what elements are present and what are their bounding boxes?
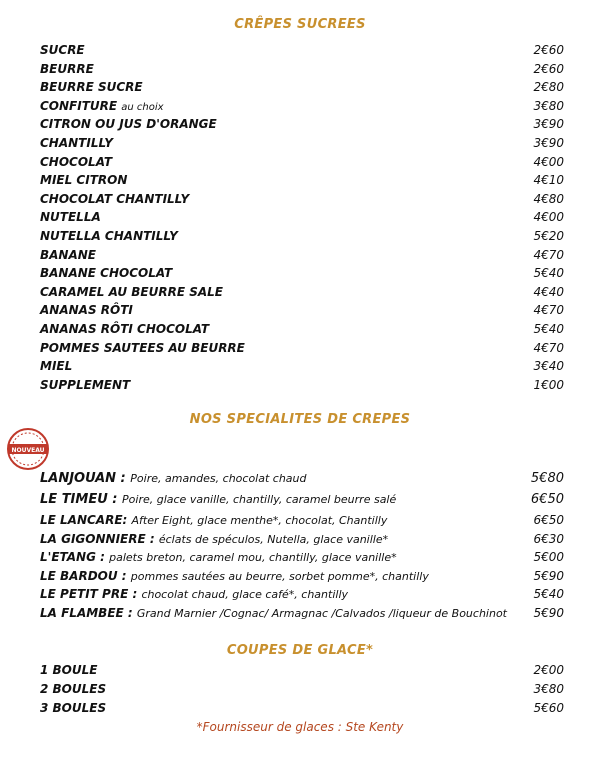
menu-item-price: 5€60	[533, 701, 564, 715]
menu-item	[40, 301, 564, 319]
section-title-specialites: NOS SPECIALITES DE CREPES	[189, 412, 411, 427]
menu-item-name: CHOCOLAT CHANTILLY	[40, 191, 190, 206]
menu-item	[40, 264, 564, 282]
menu-item-price: 5€40	[533, 322, 564, 336]
menu-item-name: 2 BOULES	[40, 682, 107, 696]
menu-item-price: 5€40	[533, 266, 564, 281]
menu-item	[40, 208, 564, 226]
menu-item-name: NUTELLA	[40, 210, 101, 225]
menu-item-price: 4€70	[533, 303, 564, 318]
menu-item-name: LA GIGONNIERE : éclats de spéculos, Nutella, glace vanille*	[40, 532, 389, 546]
menu-item	[40, 246, 564, 264]
menu-item-name: LA FLAMBEE : Grand Marnier /Cognac/ Armagnac /Calvados /liqueur de Bouchinot	[40, 606, 507, 620]
menu-item-price: 4€10	[533, 173, 564, 188]
menu-item-price: 6€50	[533, 513, 564, 527]
menu-item-price: 2€80	[533, 80, 564, 95]
menu-item-price: 5€20	[533, 229, 564, 243]
menu-item-name: MIEL CITRON	[40, 173, 128, 188]
menu-item	[40, 97, 564, 115]
menu-item	[40, 283, 564, 301]
menu-item-description: éclats de spéculos, Nutella, glace vanille*	[158, 533, 389, 546]
menu-item	[40, 171, 564, 189]
menu-item-description: chocolat chaud, glace café*, chantilly	[141, 588, 349, 601]
menu-item-price: 5€00	[533, 550, 564, 564]
menu-item	[40, 115, 564, 133]
menu-item	[40, 661, 564, 679]
menu-item-name: 3 BOULES	[40, 701, 107, 715]
menu-item-price: 4€00	[533, 154, 564, 169]
menu-item-price: 3€80	[533, 98, 564, 113]
menu-item-price: 4€80	[533, 191, 564, 206]
menu-item	[40, 339, 564, 357]
menu-item	[40, 604, 564, 622]
menu-item	[40, 530, 564, 548]
menu-item-description: After Eight, glace menthe*, chocolat, Chantilly	[131, 514, 388, 527]
menu-item-extra: au choix	[121, 101, 164, 113]
menu-item	[40, 699, 564, 717]
stamp-text: NOUVEAU	[11, 447, 45, 454]
menu-item-name: ANANAS RÔTI CHOCOLAT	[40, 322, 210, 336]
menu-item-price: 4€00	[533, 210, 564, 225]
section-title-crepes-sucrees: CRÊPES SUCREES	[234, 17, 366, 32]
menu-item-name: L'ETANG : palets breton, caramel mou, chantilly, glace vanille*	[40, 550, 397, 564]
menu-item	[40, 548, 564, 566]
menu-item-price: 6€30	[533, 532, 564, 546]
menu-item-name: LE BARDOU : pommes sautées au beurre, sorbet pomme*, chantilly	[40, 569, 429, 583]
menu-item	[40, 227, 564, 245]
menu-item	[40, 470, 564, 488]
menu-item	[40, 567, 564, 585]
menu-item-price: 5€40	[533, 587, 564, 601]
menu-item	[40, 357, 564, 375]
menu-item	[40, 134, 564, 152]
menu-item-price: 3€90	[533, 136, 564, 150]
menu-item-description: pommes sautées au beurre, sorbet pomme*, chantilly	[130, 570, 429, 583]
menu-item	[40, 190, 564, 208]
menu-item-price: 3€80	[533, 682, 564, 696]
menu-item-description: Poire, amandes, chocolat chaud	[130, 472, 307, 485]
menu-item-price: 4€70	[533, 340, 564, 355]
menu-item-price: 6€50	[530, 492, 564, 507]
menu-item-name: SUCRE	[40, 43, 85, 57]
menu-item-name: LE LANCARE: After Eight, glace menthe*, chocolat, Chantilly	[40, 513, 388, 527]
menu-item-price: 3€40	[533, 359, 564, 374]
menu-item	[40, 511, 564, 529]
menu-item-name: CONFITURE au choix	[40, 98, 164, 113]
menu-item-name: CHANTILLY	[40, 136, 113, 150]
menu-item-price: 5€90	[533, 569, 564, 583]
menu-item	[40, 491, 564, 509]
ice-supplier-note: *Fournisseur de glaces : Ste Kenty	[196, 720, 404, 734]
menu-item	[40, 585, 564, 603]
menu-item-name: LANJOUAN : Poire, amandes, chocolat chaud	[40, 471, 307, 486]
menu-item-description: Grand Marnier /Cognac/ Armagnac /Calvados /liqueur de Bouchinot	[136, 607, 507, 620]
menu-item-price: 5€90	[533, 606, 564, 620]
menu-item-name: BANANE	[40, 247, 97, 262]
menu-item	[40, 41, 564, 59]
menu-item-description: Poire, glace vanille, chantilly, caramel beurre salé	[122, 493, 397, 506]
menu-item-price: 2€60	[533, 43, 564, 57]
menu-item-name: MIEL	[40, 359, 73, 374]
menu-item-name: BEURRE SUCRE	[40, 80, 143, 95]
menu-item-price: 5€80	[530, 471, 564, 486]
menu-item-name: BEURRE	[40, 61, 94, 76]
menu-item-name: POMMES SAUTEES AU BEURRE	[40, 340, 245, 355]
menu-item-price: 4€70	[533, 247, 564, 262]
menu-item-name: LE TIMEU : Poire, glace vanille, chantilly, caramel beurre salé	[40, 492, 397, 507]
menu-item-price: 3€90	[533, 117, 564, 132]
menu-item-name: CITRON OU JUS D'ORANGE	[40, 117, 217, 132]
menu-item-price: 2€60	[533, 61, 564, 76]
menu-item-price: 4€40	[533, 284, 564, 299]
menu-item	[40, 376, 564, 394]
menu-item-name: 1 BOULE	[40, 663, 98, 677]
menu-item	[40, 60, 564, 78]
menu-item-name: CHOCOLAT	[40, 154, 113, 169]
menu-item-price: 1€00	[533, 377, 564, 392]
menu-item	[40, 153, 564, 171]
menu-item-name: SUPPLEMENT	[40, 377, 131, 392]
menu-item-name: BANANE CHOCOLAT	[40, 266, 173, 281]
menu-item-name: LE PETIT PRE : chocolat chaud, glace café*, chantilly	[40, 587, 349, 601]
menu-item-name: ANANAS RÔTI	[40, 303, 133, 318]
menu-item	[40, 680, 564, 698]
menu-item-name: NUTELLA CHANTILLY	[40, 229, 178, 243]
menu-item	[40, 320, 564, 338]
menu-item-description: palets breton, caramel mou, chantilly, glace vanille*	[109, 551, 397, 564]
section-title-coupes-de-glace: COUPES DE GLACE*	[226, 643, 374, 658]
menu-item-name: CARAMEL AU BEURRE SALE	[40, 284, 223, 299]
menu-item	[40, 78, 564, 96]
menu-item-price: 2€00	[533, 663, 564, 677]
nouveau-stamp-icon	[6, 427, 50, 471]
